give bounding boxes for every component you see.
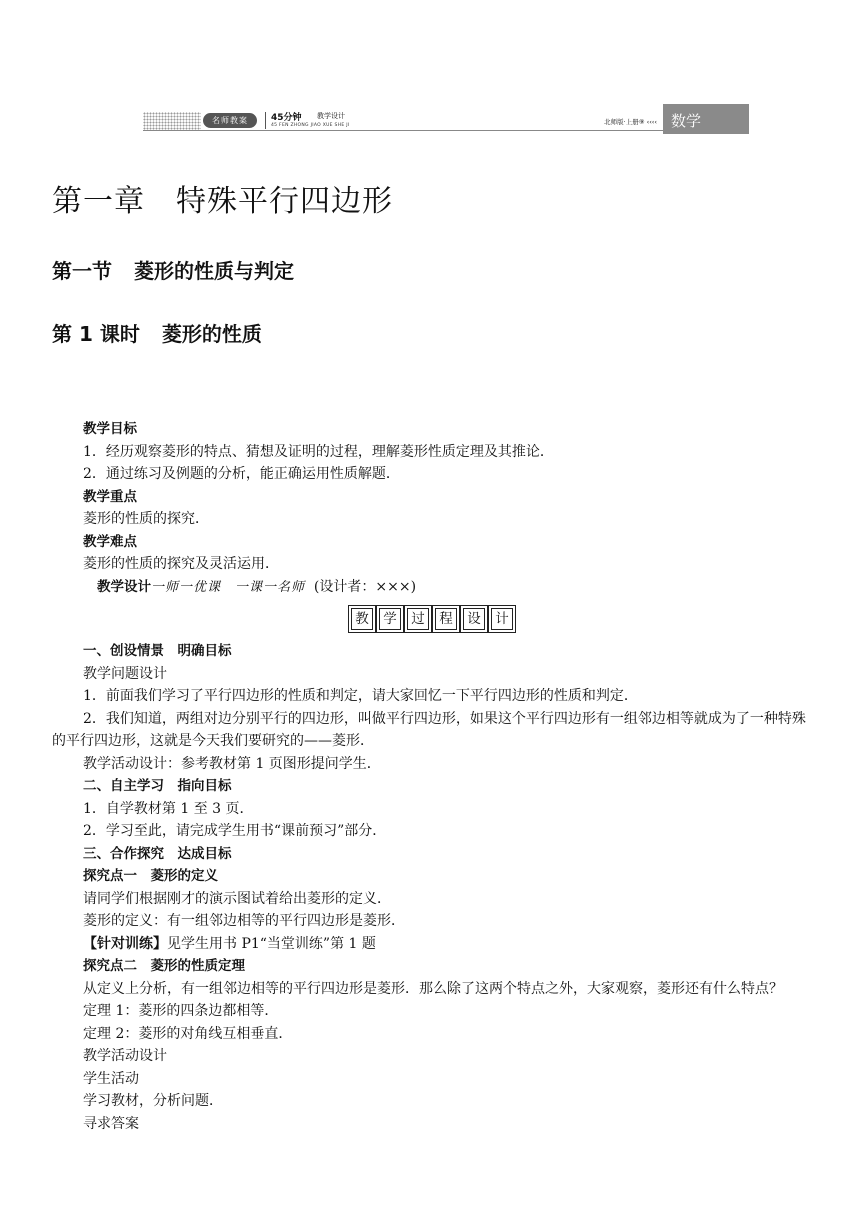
lesson-name: 菱形的性质	[161, 322, 262, 346]
section-number: 第一节	[52, 259, 112, 283]
design-designer: (设计者：×××)	[313, 578, 417, 595]
lesson-body	[52, 418, 812, 1135]
training-label: 【针对训练】	[83, 935, 167, 952]
header-divider	[265, 112, 266, 129]
point1-training	[52, 933, 812, 956]
objective-item: 1．经历观察菱形的特点、猜想及证明的过程，理解菱形性质定理及其推论．	[83, 443, 554, 460]
section-name: 菱形的性质与判定	[134, 259, 294, 283]
header-minutes: 45分钟	[271, 113, 302, 123]
point2-line: 定理 2：菱形的对角线互相垂直．	[83, 1025, 293, 1042]
part1-item: 1．前面我们学习了平行四边形的性质和判定，请大家回忆一下平行四边形的性质和判定．	[83, 688, 638, 704]
lesson-number: 第 1 课时	[52, 322, 140, 346]
header-rule	[143, 130, 663, 131]
header-edition: 北师版·上册⑨ ‹‹‹‹	[604, 118, 657, 126]
section-title	[52, 255, 294, 284]
header-design-label: 教学设计	[317, 112, 345, 120]
point2-line: 定理 1：菱形的四条边都相等．	[83, 1003, 279, 1019]
point2-intro: 从定义上分析，有一组邻边相等的平行四边形是菱形．那么除了这两个特点之外，大家观察，菱形还有什么特点？	[83, 980, 783, 997]
part3-heading: 三、合作探究 达成目标	[83, 845, 232, 862]
point2-heading: 探究点二 菱形的性质定理	[83, 958, 245, 974]
part1-item: 2．我们知道，两组对边分别平行的四边形，叫做平行四边形，如果这个平行四边形有一组邻边相等就成为了一种特殊的平行四边形，这就是今天我们要研究的——菱形．	[52, 710, 806, 749]
design-line	[52, 576, 812, 600]
design-slogan: 一师一优课 一课一名师	[151, 579, 306, 595]
part2-item: 2．学习至此，请完成学生用书“课前预习”部分．	[83, 823, 387, 839]
process-design-boxes	[52, 599, 812, 640]
lesson-title	[52, 318, 262, 347]
point2-line: 教学活动设计	[83, 1048, 167, 1064]
process-box: 程	[435, 608, 457, 630]
point2-line: 寻求答案	[83, 1115, 139, 1132]
chapter-title: 第一章 特殊平行四边形	[52, 184, 393, 219]
key-point-text: 菱形的性质的探究．	[83, 511, 209, 527]
part1-sub: 教学问题设计	[83, 665, 167, 682]
difficulty-heading: 教学难点	[83, 533, 137, 550]
part2-heading: 二、自主学习 指向目标	[83, 778, 232, 794]
point1-heading: 探究点一 菱形的定义	[83, 868, 218, 884]
process-box: 计	[491, 608, 513, 630]
point2-line: 学生活动	[83, 1070, 139, 1087]
point2-line: 学习教材，分析问题．	[83, 1093, 223, 1109]
training-text: 见学生用书 P1“当堂训练”第 1 题	[167, 935, 376, 952]
point1-line: 菱形的定义：有一组邻边相等的平行四边形是菱形．	[83, 913, 405, 929]
header-dot-pattern	[143, 112, 201, 130]
header-pinyin: 45 FEN ZHONG JIAO XUE SHE JI	[271, 123, 350, 128]
page-header	[143, 104, 749, 134]
objective-item: 2．通过练习及例题的分析，能正确运用性质解题．	[83, 466, 400, 482]
design-label: 教学设计	[97, 578, 151, 595]
part1-heading: 一、创设情景 明确目标	[83, 643, 232, 659]
header-subject-tab: 数学	[663, 104, 749, 134]
difficulty-text: 菱形的性质的探究及灵活运用．	[83, 556, 279, 572]
process-box: 设	[463, 608, 485, 630]
objectives-heading: 教学目标	[83, 421, 137, 437]
process-box: 过	[407, 608, 429, 630]
key-point-heading: 教学重点	[83, 488, 137, 505]
header-logo: 名师教案	[203, 113, 257, 128]
point1-line: 请同学们根据刚才的演示图试着给出菱形的定义．	[83, 890, 391, 907]
part2-item: 1．自学教材第 1 至 3 页．	[83, 800, 254, 817]
process-box: 学	[379, 608, 401, 630]
part1-activity: 教学活动设计：参考教材第 1 页图形提问学生．	[83, 755, 381, 772]
process-box: 教	[351, 608, 373, 630]
